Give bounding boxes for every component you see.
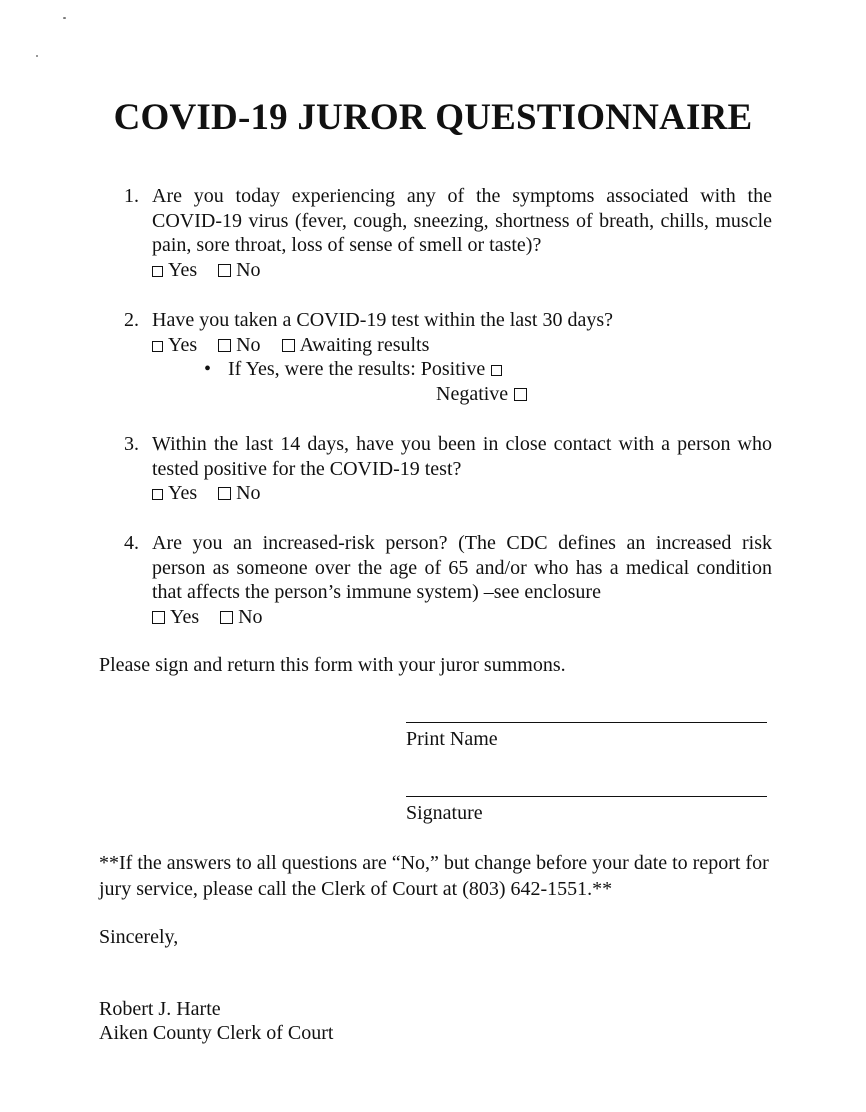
checkbox-positive[interactable] bbox=[491, 365, 502, 376]
option-yes[interactable]: Yes bbox=[152, 258, 197, 283]
question-3 bbox=[124, 432, 772, 506]
option-yes[interactable]: Yes bbox=[152, 481, 197, 506]
option-yes[interactable]: Yes bbox=[152, 605, 199, 630]
followup-question bbox=[204, 357, 772, 382]
answer-options bbox=[152, 481, 772, 506]
bullet-icon: • bbox=[204, 358, 212, 380]
checkbox-yes[interactable] bbox=[152, 341, 163, 352]
checkbox-negative[interactable] bbox=[514, 388, 527, 401]
print-name-label: Print Name bbox=[406, 728, 498, 750]
question-number: 2. bbox=[124, 309, 139, 331]
negative-label: Negative bbox=[436, 382, 509, 405]
question-text: Within the last 14 days, have you been in close contact with a person who tested positive for the COVID-19 test? bbox=[152, 433, 772, 480]
checkbox-yes[interactable] bbox=[152, 611, 165, 624]
checkbox-yes[interactable] bbox=[152, 489, 163, 500]
question-text: Are you an increased-risk person? (The CDC defines an increased risk person as someone over the age of 65 and/or who has a medical condition that affects the person’s immune system) –see enclosure bbox=[152, 532, 772, 603]
page-title: COVID-19 JUROR QUESTIONNAIRE bbox=[113, 97, 753, 138]
checkbox-no[interactable] bbox=[218, 339, 231, 352]
question-4 bbox=[124, 531, 772, 629]
closing-text: Sincerely, bbox=[99, 926, 179, 948]
question-number: 4. bbox=[124, 532, 139, 554]
instruction-text: Please sign and return this form with your juror summons. bbox=[99, 654, 566, 676]
question-2 bbox=[124, 308, 772, 406]
option-awaiting-results[interactable]: Awaiting results bbox=[282, 333, 430, 358]
option-no[interactable]: No bbox=[218, 258, 260, 283]
scan-speck bbox=[63, 17, 66, 19]
checkbox-yes[interactable] bbox=[152, 266, 163, 277]
option-no[interactable]: No bbox=[220, 605, 262, 630]
answer-options bbox=[152, 605, 772, 630]
question-1 bbox=[124, 184, 772, 282]
signer-title: Aiken County Clerk of Court bbox=[99, 1022, 334, 1044]
option-no[interactable]: No bbox=[218, 481, 260, 506]
followup-negative bbox=[436, 382, 772, 407]
option-yes[interactable]: Yes bbox=[152, 333, 197, 358]
answer-options bbox=[152, 333, 772, 358]
print-name-line[interactable] bbox=[406, 722, 767, 723]
signer-name: Robert J. Harte bbox=[99, 998, 221, 1020]
answer-options bbox=[152, 258, 772, 283]
option-no[interactable]: No bbox=[218, 333, 260, 358]
question-number: 1. bbox=[124, 185, 139, 207]
followup-text: If Yes, were the results: Positive bbox=[228, 358, 486, 380]
contact-note: **If the answers to all questions are “No,” but change before your date to report for jury service, please call the Clerk of Court at (803) 642-1551.** bbox=[99, 852, 769, 900]
checkbox-no[interactable] bbox=[218, 487, 231, 500]
checkbox-awaiting-results[interactable] bbox=[282, 339, 295, 352]
signature-label: Signature bbox=[406, 802, 483, 824]
signature-line[interactable] bbox=[406, 796, 767, 797]
question-number: 3. bbox=[124, 433, 139, 455]
checkbox-no[interactable] bbox=[220, 611, 233, 624]
question-text: Are you today experiencing any of the symptoms associated with the COVID-19 virus (fever, cough, sneezing, shortness of breath, chills, muscle pain, sore throat, loss of sense of smell or taste)? bbox=[152, 185, 772, 256]
checkbox-no[interactable] bbox=[218, 264, 231, 277]
question-text: Have you taken a COVID-19 test within the last 30 days? bbox=[152, 309, 614, 331]
scan-speck bbox=[36, 55, 38, 57]
